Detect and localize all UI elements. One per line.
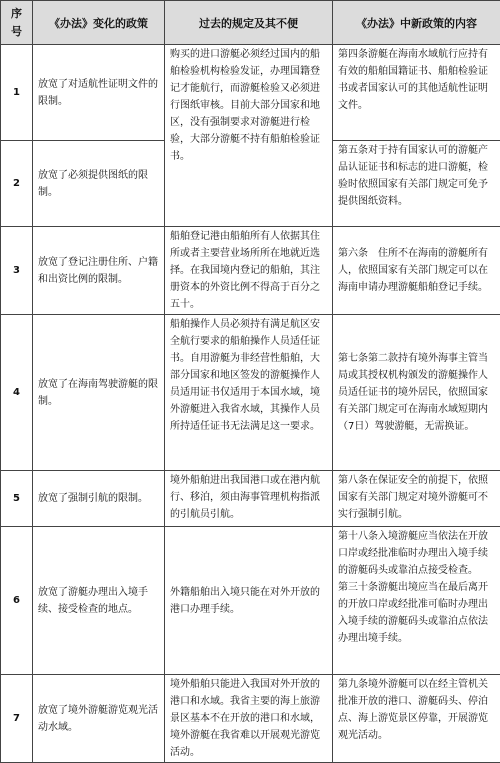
table-row-1 [1,45,500,141]
policy-change-cell: 放宽了强制引航的限制。 [33,471,165,527]
header-serial-number: 序 号 [1,1,33,45]
new-policy-cell [333,527,500,675]
past-rule-cell: 船舶操作人员必须持有满足航区安全航行要求的船舶操作人员适任证书。自用游艇为非经营性船舶，大部分国家和地区签发的游艇操作人员适用证书仅适用于本国水域，境外游艇进入我省水域，其操作人员所持适任证书无法满足这一要求。 [165,315,333,471]
table-row-6 [1,527,500,675]
policy-change-cell: 放宽了必须提供图纸的限制。 [33,141,165,227]
new-policy-cell: 第五条对于持有国家认可的游艇产品认证证书和标志的进口游艇，检验时依照国家有关部门规定可免予提供图纸资料。 [333,141,500,227]
new-policy-cell: 第六条 住所不在海南的游艇所有人，依照国家有关部门规定可以在海南申请办理游艇船舶登记手续。 [333,227,500,315]
table-row-5 [1,471,500,527]
row-number: 3 [1,227,33,315]
new-policy-cell: 第八条在保证安全的前提下，依照国家有关部门规定对境外游艇可不实行强制引航。 [333,471,500,527]
header-past-rules: 过去的规定及其不便 [165,1,333,45]
past-rule-cell: 境外船舶进出我国港口或在港内航行、移泊，须由海事管理机构指派的引航员引航。 [165,471,333,527]
table-header-row [1,1,500,45]
table-row-3 [1,227,500,315]
row-number: 2 [1,141,33,227]
policy-change-cell: 放宽了境外游艇游览观光活动水域。 [33,675,165,763]
header-new-policy: 《办法》中新政策的内容 [333,1,500,45]
past-rule-cell: 购买的进口游艇必须经过国内的船舶检验机构检验发证，办理国籍登记才能航行，而游艇检验又必须进行图纸审核。目前大部分国家和地区，没有强制要求对游艇进行检验，大部分游艇不持有船舶检验证书。 [165,45,333,227]
policy-change-cell: 放宽了登记注册住所、户籍和出资比例的限制。 [33,227,165,315]
row-number: 4 [1,315,33,471]
policy-change-cell: 放宽了游艇办理出入境手续、接受检查的地点。 [33,527,165,675]
row-number: 1 [1,45,33,141]
past-rule-cell: 外籍船舶出入境只能在对外开放的港口办理手续。 [165,527,333,675]
new-policy-paragraph: 第三十条游艇出境应当在最后离开的开放口岸或经批准可临时办理出入境手续的游艇码头或靠泊点依法办理出境手续。 [338,579,497,647]
new-policy-cell: 第七条第二款持有境外海事主管当局或其授权机构颁发的游艇操作人员适任证书的境外居民，依照国家有关部门规定可在海南水域短期内（7日）驾驶游艇，无需换证。 [333,315,500,471]
row-number: 6 [1,527,33,675]
policy-change-cell: 放宽了对适航性证明文件的限制。 [33,45,165,141]
new-policy-cell: 第四条游艇在海南水域航行应持有有效的船舶国籍证书、船舶检验证书或者国家认可的其他适航性证明文件。 [333,45,500,141]
policy-change-cell: 放宽了在海南驾驶游艇的限制。 [33,315,165,471]
table-row-4 [1,315,500,471]
header-policy-change: 《办法》变化的政策 [33,1,165,45]
new-policy-cell: 第九条境外游艇可以在经主管机关批准开放的港口、游艇码头、停泊点、海上游览景区停靠，开展游览观光活动。 [333,675,500,763]
past-rule-cell: 境外船舶只能进入我国对外开放的港口和水域。我省主要的海上旅游景区基本不在开放的港口和水域，境外游艇在我省难以开展观光游览活动。 [165,675,333,763]
past-rule-cell: 船舶登记港由船舶所有人依据其住所或者主要营业场所所在地就近选择。在我国境内登记的船舶，其注册资本的外资比例不得高于百分之五十。 [165,227,333,315]
row-number: 5 [1,471,33,527]
row-number: 7 [1,675,33,763]
new-policy-paragraph: 第十八条入境游艇应当依法在开放口岸或经批准临时办理出入境手续的游艇码头或靠泊点接受检查。 [338,528,497,579]
table-row-7 [1,675,500,763]
